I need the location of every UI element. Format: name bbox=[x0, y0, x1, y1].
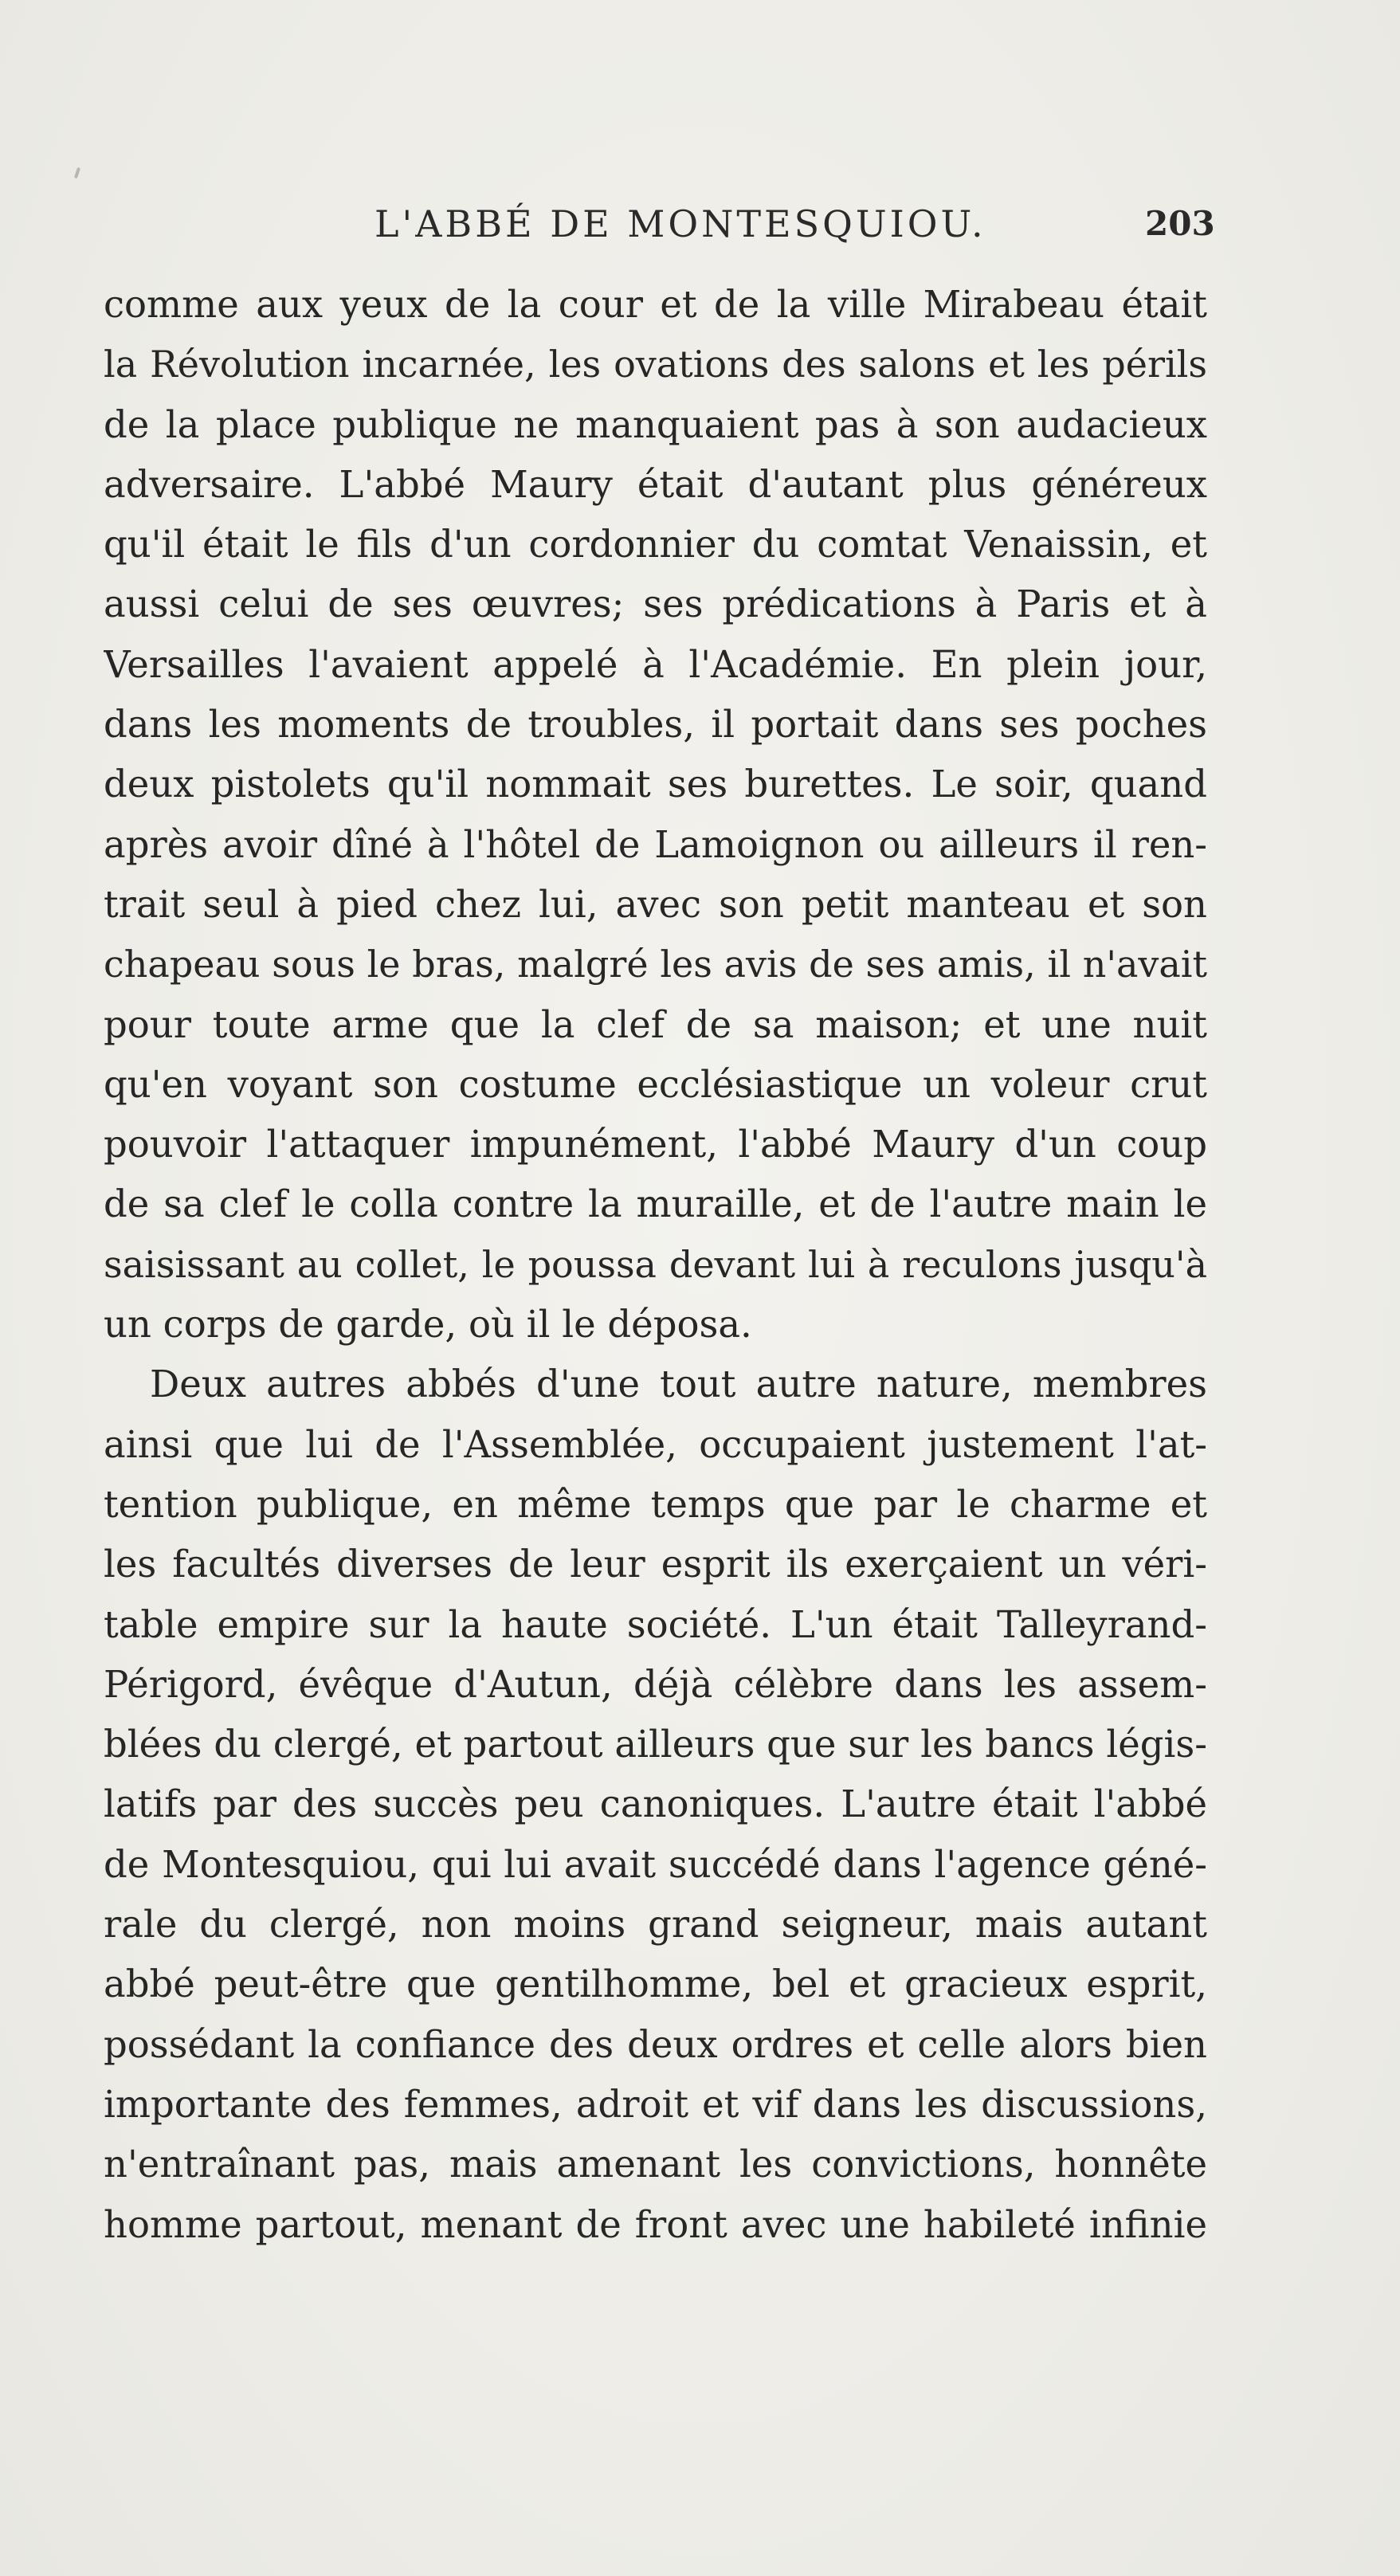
text-line: homme partout, menant de front avec une habileté infinie bbox=[104, 2202, 1207, 2246]
text-line: comme aux yeux de la cour et de la ville Mirabeau était bbox=[104, 283, 1207, 326]
running-title: L'ABBÉ DE MONTESQUIOU. bbox=[375, 202, 986, 245]
text-line: n'entraînant pas, mais amenant les convictions, honnête bbox=[104, 2143, 1207, 2186]
text-line: qu'en voyant son costume ecclésiastique un voleur crut bbox=[104, 1062, 1207, 1106]
text-line: adversaire. L'abbé Maury était d'autant plus généreux bbox=[104, 462, 1207, 506]
text-line: importante des femmes, adroit et vif dans les discussions, bbox=[104, 2082, 1207, 2126]
text-line: latifs par des succès peu canoniques. L'autre était l'abbé bbox=[104, 1782, 1207, 1826]
text-line: pouvoir l'attaquer impunément, l'abbé Maury d'un coup bbox=[104, 1123, 1207, 1166]
text-line: aussi celui de ses œuvres; ses prédications à Paris et à bbox=[104, 582, 1207, 626]
body-text bbox=[104, 275, 1207, 2255]
text-line: abbé peut-être que gentilhomme, bel et gracieux esprit, bbox=[104, 1962, 1207, 2006]
text-line: blées du clergé, et partout ailleurs que sur les bancs légis- bbox=[104, 1723, 1207, 1766]
text-line: Périgord, évêque d'Autun, déjà célèbre dans les assem- bbox=[104, 1662, 1207, 1706]
page-number: 203 bbox=[1145, 204, 1215, 243]
text-line: un corps de garde, où il le déposa. bbox=[104, 1303, 752, 1347]
text-line: rale du clergé, non moins grand seigneur, mais autant bbox=[104, 1903, 1207, 1947]
text-line: Versailles l'avaient appelé à l'Académie. En plein jour, bbox=[104, 642, 1207, 686]
running-header bbox=[0, 196, 1400, 252]
text-line: chapeau sous le bras, malgré les avis de ses amis, il n'avait bbox=[104, 943, 1207, 986]
text-line: trait seul à pied chez lui, avec son petit manteau et son bbox=[104, 882, 1207, 926]
text-line: de sa clef le colla contre la muraille, et de l'autre main le bbox=[104, 1182, 1207, 1226]
text-line: de la place publique ne manquaient pas à son audacieux bbox=[104, 402, 1207, 446]
text-line: tention publique, en même temps que par le charme et bbox=[104, 1482, 1207, 1526]
text-line: table empire sur la haute société. L'un était Talleyrand- bbox=[104, 1602, 1207, 1646]
text-line: saisissant au collet, le poussa devant lui à reculons jusqu'à bbox=[104, 1242, 1207, 1286]
text-line: la Révolution incarnée, les ovations des salons et les périls bbox=[104, 343, 1207, 386]
text-line: possédant la confiance des deux ordres et celle alors bien bbox=[104, 2022, 1207, 2066]
paper-speck bbox=[74, 167, 80, 179]
text-line: qu'il était le fils d'un cordonnier du comtat Venaissin, et bbox=[104, 523, 1207, 567]
text-line: dans les moments de troubles, il portait dans ses poches bbox=[104, 703, 1207, 747]
text-line: pour toute arme que la clef de sa maison; et une nuit bbox=[104, 1002, 1207, 1046]
text-line: les facultés diverses de leur esprit ils exerçaient un véri- bbox=[104, 1543, 1207, 1586]
text-line: Deux autres abbés d'une tout autre nature, membres bbox=[150, 1362, 1207, 1406]
text-line: deux pistolets qu'il nommait ses burettes. Le soir, quand bbox=[104, 763, 1207, 806]
text-line: de Montesquiou, qui lui avait succédé dans l'agence géné- bbox=[104, 1842, 1207, 1886]
paragraph-1 bbox=[104, 275, 1207, 1355]
text-line: ainsi que lui de l'Assemblée, occupaient justement l'at- bbox=[104, 1422, 1207, 1466]
paragraph-2 bbox=[104, 1355, 1207, 2254]
text-line: après avoir dîné à l'hôtel de Lamoignon ou ailleurs il ren- bbox=[104, 822, 1207, 866]
